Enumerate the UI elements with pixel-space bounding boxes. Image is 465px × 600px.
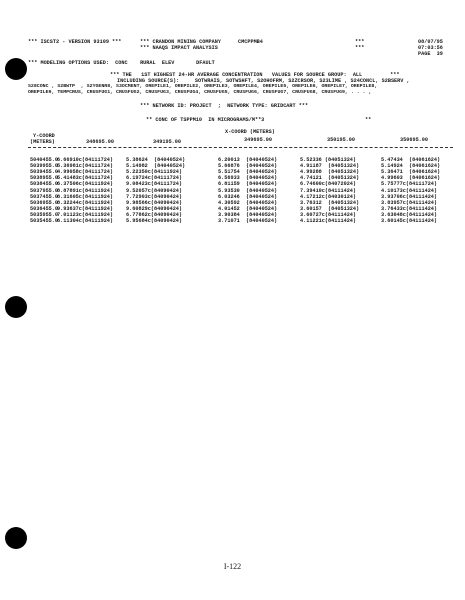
concentration-cell: 6.56933 (84040524) <box>218 175 278 182</box>
concentration-cell: 7.39410c(84111424) <box>300 187 357 194</box>
concentration-cell: 3.71071 (84040524) <box>218 218 278 224</box>
x-value-2: 349195.00 <box>153 139 182 145</box>
y-coord-cell: 5039455.0 <box>30 169 59 176</box>
concentration-cell: 9.08423c(84111724) <box>126 181 183 188</box>
concentration-cell: 6.03246 (84040524) <box>218 193 278 200</box>
concentration-cell: 6.77862c(84090424) <box>126 211 183 218</box>
concentration-cell: 4.10173c(84111424) <box>381 187 438 194</box>
concentration-cell: 7.01123c(84111924) <box>57 211 114 218</box>
summary-line-1: *** THE 1ST HIGHEST 24-HR AVERAGE CONCENTRATION VALUES FOR SOURCE GROUP: ALL *** <box>110 72 400 78</box>
concentration-cell: 5.51754 (84040524) <box>218 169 278 176</box>
units-line: ** CONC OF TSPPM10 IN MICROGRAMS/M**3 <box>146 117 265 123</box>
concentration-cell: 4.74121 (84051324) <box>300 175 360 182</box>
concentration-cell: 3.60145c(84111424) <box>381 218 438 224</box>
binder-hole-top <box>5 58 27 80</box>
concentration-cell: 3.93706c(84111424) <box>381 193 438 200</box>
x-value-4: 350195.00 <box>327 137 356 143</box>
x-value-3: 349695.00 <box>244 137 273 143</box>
concentration-cell: 6.37506c(84111924) <box>57 181 114 188</box>
y-coord-cell: 5038955.0 <box>30 175 59 182</box>
y-coord-header: Y-COORD <box>33 133 55 139</box>
concentration-cell: 5.36981c(84111724) <box>57 163 114 170</box>
concentration-cell: 7.72903c(84090424) <box>126 193 183 200</box>
concentration-cell: 6.19724c(84111724) <box>126 175 183 182</box>
sources-line-3: OREPILE9, TEMPCRUS, CRUSFUG1, CRUSFUG2, CRUSFUG3, CRUSFUG4, CRUSFUG5, CRUSFUG6, CRUSFUG7, CRUSFUG8, CRUSFUG9, . . . , <box>28 90 372 95</box>
concentration-cell: 4.30592 (84040524) <box>218 199 278 206</box>
run-time: 07:03:56 <box>418 45 443 51</box>
y-coord-cell: 5040455.0 <box>30 157 59 163</box>
y-coord-cell: 5037955.0 <box>30 187 59 194</box>
sources-line-1: INCLUDING SOURCE(S): SOTWRAIS, SOTWSHFT, S2OHOFRM, S2ZCRSOR, S23LIME , S24CONCL, S2BSERV , <box>117 78 410 84</box>
analysis-title: *** NAAQS IMPACT ANALYSIS <box>140 45 218 51</box>
y-coord-cell: 5037455.0 <box>30 193 59 200</box>
x-value-1: 348695.00 <box>86 139 115 145</box>
concentration-cell: 6.81159 (84040524) <box>218 181 278 188</box>
concentration-cell: 4.11221c(84111424) <box>300 218 357 224</box>
concentration-cell: 6.11304c(84111924) <box>57 218 114 224</box>
concentration-cell: 5.36471 (84061624) <box>381 169 441 176</box>
program-version: *** ISCST2 - VERSION 93109 *** <box>28 39 122 45</box>
y-coord-cell: 5035955.0 <box>30 211 59 218</box>
run-id: CMCPPMB4 <box>238 39 263 45</box>
concentration-cell: 9.93637c(84111924) <box>57 205 114 212</box>
concentration-cell: 6.20013 (84040524) <box>218 157 278 163</box>
concentration-cell: 4.01452 (84040524) <box>218 205 278 212</box>
run-date: 08/07/95 <box>418 39 443 45</box>
concentration-cell: 3.83957c(84111424) <box>381 199 438 206</box>
network-id: *** NETWORK ID: PROJECT ; NETWORK TYPE: GRIDCART *** <box>140 103 309 109</box>
concentration-cell: 4.17212c(84030124) <box>300 193 357 200</box>
binder-hole-bottom <box>5 527 27 549</box>
concentration-cell: 5.22350c(84111924) <box>126 169 183 176</box>
concentration-cell: 5.52336 (84051324) <box>300 157 357 163</box>
modeling-options: *** MODELING OPTIONS USED: CONC RURAL ELEV DFAULT <box>28 60 215 66</box>
header-stars-1: *** <box>355 39 365 45</box>
y-coord-units: (METERS) <box>30 139 55 145</box>
concentration-cell: 5.14924 (84061624) <box>381 163 441 170</box>
table-divider <box>28 147 453 148</box>
units-stars: ** <box>365 117 372 123</box>
concentration-cell: 5.47434 (84061624) <box>381 157 441 163</box>
header-stars-2: *** <box>355 45 365 51</box>
x-coord-header: X-COORD (METERS) <box>225 129 275 135</box>
concentration-cell: 3.76312 (84051324) <box>300 199 360 206</box>
concentration-cell: 3.60727c(84111424) <box>300 211 357 218</box>
concentration-cell: 8.32244c(84111924) <box>57 199 114 206</box>
concentration-cell: 9.98566c(84090424) <box>126 199 183 206</box>
concentration-cell: 3.76433c(84111424) <box>381 205 438 212</box>
concentration-cell: 4.91187 (84051324) <box>300 163 360 170</box>
concentration-cell: 5.95684c(84090424) <box>126 218 183 224</box>
concentration-cell: 4.99603 (84061624) <box>381 175 441 182</box>
concentration-cell: 5.14982 (84040524) <box>126 163 186 170</box>
concentration-cell: 9.60829c(84090424) <box>126 205 183 212</box>
sources-line-2: S28CONC , S2BWTP , S2YGENR8, S3OCMENT, OREPILE1, OREPILE2, OREPILE3, OREPILE4, OREPILE5, OREPILE6, OREPILE7, OREPILE8, <box>28 84 378 89</box>
y-coord-cell: 5036455.0 <box>30 205 59 212</box>
y-coord-cell: 5035455.0 <box>30 218 59 224</box>
concentration-cell: 9.52057c(84090424) <box>126 187 183 194</box>
concentration-cell: 3.90384 (84040524) <box>218 211 278 218</box>
concentration-cell: 4.99288 (84051324) <box>300 169 360 176</box>
page-label: PAGE 39 <box>418 51 443 57</box>
concentration-cell: 3.60157 (84051324) <box>300 205 360 212</box>
concentration-cell: 8.31605c(84111924) <box>57 193 114 200</box>
binder-hole-middle <box>5 296 27 318</box>
concentration-cell: 5.38624 (84040524) <box>126 157 186 163</box>
concentration-cell: 5.75777c(84111724) <box>381 181 438 188</box>
concentration-cell: 5.41483c(84111724) <box>57 175 114 182</box>
concentration-cell: 5.93530 (84040524) <box>218 187 278 194</box>
concentration-cell: 3.63048c(84111424) <box>381 211 438 218</box>
y-coord-cell: 5036955.0 <box>30 199 59 206</box>
concentration-cell: 8.87891c(84111924) <box>57 187 114 194</box>
y-coord-cell: 5039955.0 <box>30 163 59 170</box>
concentration-cell: 6.74600c(84072024) <box>300 181 357 188</box>
page-number: I-122 <box>223 562 242 571</box>
company-name: *** CRANDON MINING COMPANY <box>140 39 221 45</box>
concentration-cell: 4.99058c(84111724) <box>57 169 114 176</box>
y-coord-cell: 5038455.0 <box>30 181 59 188</box>
concentration-cell: 6.66910c(84111724) <box>57 157 114 163</box>
x-value-5: 350695.00 <box>400 137 429 143</box>
concentration-cell: 5.66876 (84040524) <box>218 163 278 170</box>
